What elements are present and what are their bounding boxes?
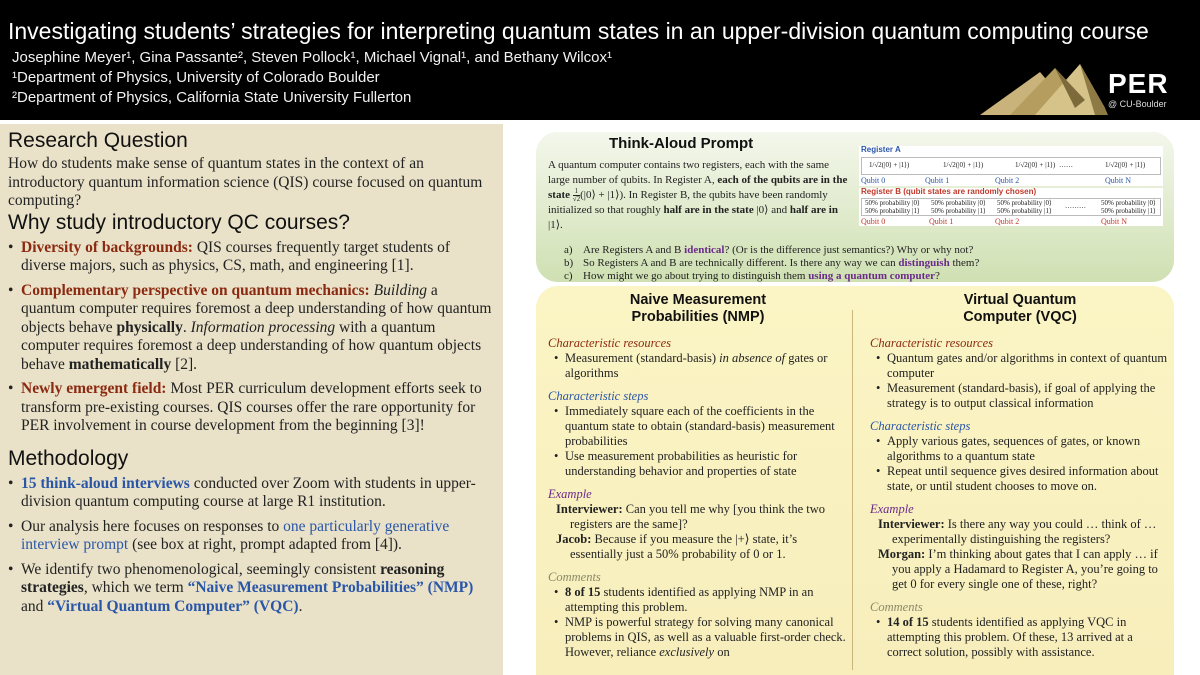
title-line: Probabilities (NMP)	[631, 309, 765, 325]
why-study-heading: Why study introductory QC courses?	[8, 210, 350, 234]
list-item	[8, 561, 495, 617]
speaker: Interviewer:	[556, 502, 623, 516]
question-text: ? (Or is the difference just semantics?) Why or why not?	[724, 244, 974, 256]
bullet-highlight: one particularly generative interview prompt	[21, 517, 450, 553]
poster-title: Investigating students’ strategies for interpreting quantum states in an upper-division quantum computing course	[8, 18, 1149, 44]
bullet-highlight: 15 think-aloud interviews	[21, 474, 190, 492]
methodology-list	[8, 475, 495, 617]
bullet-text: .	[182, 318, 191, 336]
question-letter: c)	[564, 270, 573, 282]
fraction-numerator: 1	[1105, 161, 1109, 169]
nmp-comments-list	[548, 585, 848, 660]
prompt-text	[548, 158, 848, 233]
qubit-label: Qubit 1	[925, 176, 950, 185]
list-item: • Apply various gates, sequences of gates, or known algorithms to a quantum state	[870, 434, 1170, 464]
bullet-text: with a quantum computer requires foremost a deep understanding of how quantum objects behave	[21, 318, 482, 373]
bullet-text: [2].	[171, 355, 198, 373]
list-item: • Quantum gates and/or algorithms in context of quantum computer	[870, 351, 1170, 381]
register-a-cell: 1/√2(|0⟩ + |1⟩)	[1105, 161, 1146, 169]
speaker: Interviewer:	[878, 517, 945, 531]
poster-header	[0, 0, 1200, 120]
speaker: Jacob:	[556, 532, 592, 546]
list-item	[8, 518, 495, 555]
left-column	[0, 124, 503, 675]
bullet-text: Measurement (standard-basis)	[565, 351, 720, 365]
bullet-bold: 14 of 15	[887, 615, 929, 629]
utterance: Is there any way you could … think of … experimentally distinguishing the registers?	[892, 517, 1157, 546]
register-b-diagram	[859, 188, 1163, 226]
fraction-denominator: √2	[874, 161, 882, 169]
list-item	[548, 351, 848, 381]
prompt-segment: . In Register B, the qubits have been randomly initialized so that roughly	[548, 189, 828, 217]
bullet-text: QIS courses frequently target students of diverse majors, such as physics, CS, math, and engineering [1].	[21, 238, 451, 274]
list-item	[8, 282, 495, 375]
bullet-text: We identify two phenomenological, seemingly consistent	[21, 560, 381, 578]
bullet-italic: in absence of	[719, 351, 786, 365]
prompt-segment: A quantum computer contains two registers, each with the same large number of qubits. In Register A,	[548, 159, 830, 186]
title-line: Virtual Quantum	[963, 292, 1077, 308]
right-column	[503, 124, 1200, 675]
register-a-cell: 1/√2(|0⟩ + |1⟩)	[1015, 161, 1056, 169]
question-highlight: distinguish	[898, 257, 950, 269]
question-b	[564, 257, 979, 270]
nmp-steps-list	[548, 404, 848, 479]
fraction-numerator: 1	[1015, 161, 1019, 169]
nmp-example-heading: Example	[548, 487, 592, 501]
bullet-bold: mathematically	[68, 355, 172, 373]
nmp-resources-list	[548, 351, 848, 381]
prompt-questions	[564, 244, 979, 282]
question-highlight: identical	[684, 244, 725, 256]
fraction-denominator: √2	[948, 161, 956, 169]
cell-state: (|0⟩ + |1⟩)	[1117, 161, 1146, 169]
list-item: • Immediately square each of the coefficients in the quantum state to obtain (standard-basis) measurement probabilities	[548, 404, 848, 449]
question-a	[564, 244, 979, 257]
research-question-heading: Research Question	[8, 129, 188, 152]
qubit-label: Qubit 2	[995, 217, 1020, 226]
bullet-text: students identified as applying NMP in an attempting this problem.	[565, 585, 814, 614]
question-letter: a)	[564, 244, 573, 256]
title-line: Computer (VQC)	[963, 309, 1077, 325]
register-b-cell	[931, 199, 986, 215]
bullet-italic: Building	[373, 281, 427, 299]
fraction-denominator: √2	[1020, 161, 1028, 169]
question-letter: b)	[564, 257, 574, 269]
fraction-denominator: √2	[1110, 161, 1118, 169]
cell-line: 50% probability |0⟩	[997, 199, 1052, 207]
bullet-italic: exclusively	[659, 645, 715, 659]
bullet-text: , which we term	[83, 579, 188, 596]
register-a-diagram	[859, 146, 1163, 186]
register-b-ellipsis: ………	[1065, 202, 1086, 210]
vqc-column	[870, 292, 1170, 660]
bullet-text: Most PER curriculum development efforts seek to transform pre-existing courses. QIS courses offer the rare opportunity for PER involvement in course development from the beginning [3]!	[21, 380, 482, 434]
vqc-resources-list	[870, 351, 1170, 411]
prompt-bold: half are in the state	[663, 204, 754, 217]
bullet-text: (see box at right, prompt adapted from [4]).	[128, 536, 402, 553]
qubit-label: Qubit 0	[861, 176, 886, 185]
vqc-comments-heading: Comments	[870, 600, 923, 614]
prompt-segment: |0⟩ and	[753, 204, 790, 217]
bullet-text: gates or algorithms	[565, 351, 828, 380]
list-item	[548, 615, 848, 660]
qubit-label: Qubit N	[1105, 176, 1131, 185]
example-line	[870, 547, 1170, 592]
bullet-bold: physically	[116, 318, 183, 336]
bullet-highlight: Newly emergent field:	[21, 380, 167, 397]
bullet-italic: Information processing	[190, 318, 336, 336]
cell-line: 50% probability |1⟩	[865, 207, 920, 215]
utterance: Can you tell me why [you think the two registers are the same]?	[570, 502, 826, 531]
fraction-numerator: 1	[943, 161, 947, 169]
cell-state: (|0⟩ + |1⟩)	[881, 161, 910, 169]
cell-line: 50% probability |0⟩	[931, 199, 986, 207]
list-item	[8, 239, 495, 276]
bullet-bold: reasoning strategies	[21, 560, 445, 596]
prompt-segment: (|0⟩ + |1⟩)	[580, 189, 624, 202]
fraction-denominator: √2	[572, 195, 581, 203]
list-item: • Measurement (standard-basis), if goal of applying the strategy is to output classical information	[870, 381, 1170, 411]
vqc-steps-heading: Characteristic steps	[870, 419, 971, 433]
bullet-bold: 8 of 15	[565, 585, 601, 599]
methodology-heading: Methodology	[8, 446, 129, 470]
bullet-text: NMP is powerful strategy for solving many canonical problems in QIS, as well as a valuable first-order check. However, reliance	[565, 615, 846, 659]
question-highlight: using a quantum computer	[808, 270, 936, 282]
strategies-box	[536, 286, 1174, 675]
list-item	[548, 585, 848, 615]
title-line: Naive Measurement	[629, 292, 767, 308]
example-line	[548, 532, 848, 562]
prompt-title: Think-Aloud Prompt	[609, 135, 754, 152]
register-a-cell: 1/√2(|0⟩ + |1⟩)	[869, 161, 910, 169]
prompt-bold: each of the qubits are in the state	[548, 174, 848, 202]
register-b-cell	[997, 199, 1052, 215]
fraction	[573, 188, 580, 203]
speaker: Morgan:	[878, 547, 926, 561]
vqc-title	[870, 292, 1170, 326]
bullet-text: students identified as applying VQC in attempting this problem. Of these, 13 arrived at a correct solution, possibly with assistance.	[887, 615, 1133, 659]
author-list: Josephine Meyer¹, Gina Passante², Steven Pollock¹, Michael Vignal¹, and Bethany Wilcox¹	[12, 49, 613, 66]
question-text: Are Registers A and B	[583, 244, 685, 256]
qubit-label: Qubit 2	[995, 176, 1020, 185]
nmp-title	[548, 292, 848, 326]
utterance: Because if you measure the |+⟩ state, it’s essentially just a 50% probability of 0 or 1.	[570, 532, 798, 561]
why-study-list	[8, 239, 495, 436]
example-line	[548, 502, 848, 532]
cell-line: 50% probability |0⟩	[865, 199, 920, 207]
bullet-highlight: “Virtual Quantum Computer” (VQC)	[47, 597, 299, 615]
register-b-cell	[865, 199, 920, 215]
qubit-label: Qubit N	[1101, 217, 1127, 226]
think-aloud-prompt-box	[536, 132, 1174, 282]
question-text: them?	[949, 257, 980, 269]
prompt-bold: half are in	[789, 204, 838, 217]
utterance: I’m thinking about gates that I can apply … if you apply a Hadamard to Register A, you’re going to get 0 for every single one of these, right?	[892, 547, 1158, 591]
example-line	[870, 517, 1170, 547]
prompt-segment: |1⟩.	[548, 219, 563, 232]
bullet-text: a quantum computer requires foremost a deep understanding of how quantum objects behave	[21, 281, 492, 336]
vqc-steps-list	[870, 434, 1170, 494]
per-logo-subtitle: @ CU-Boulder	[1108, 99, 1167, 109]
register-a-label: Register A	[861, 145, 901, 154]
fraction-numerator: 1	[869, 161, 873, 169]
bullet-highlight: Complementary perspective on quantum mechanics:	[21, 281, 370, 299]
per-logo-text: PER	[1108, 68, 1169, 99]
question-text: So Registers A and B are technically different. Is there any way we can	[583, 257, 899, 269]
qubit-label: Qubit 0	[861, 217, 886, 226]
bullet-text: and	[21, 597, 48, 615]
bullet-text: conducted over Zoom with students in upper-division quantum computing course at large R1 institution.	[21, 474, 476, 510]
register-a-ellipsis: ……	[1059, 161, 1073, 169]
list-item	[870, 615, 1170, 660]
list-item	[8, 475, 495, 512]
list-item: • Repeat until sequence gives desired information about state, or until student chooses to move on.	[870, 464, 1170, 494]
question-text: How might we go about trying to distinguish them	[583, 270, 809, 282]
cell-state: (|0⟩ + |1⟩)	[955, 161, 984, 169]
bullet-highlight: Diversity of backgrounds:	[21, 238, 193, 256]
nmp-comments-heading: Comments	[548, 570, 601, 584]
cell-line: 50% probability |1⟩	[997, 207, 1052, 215]
qubit-label: Qubit 1	[929, 217, 954, 226]
vqc-example-heading: Example	[870, 502, 914, 516]
vqc-resources-heading: Characteristic resources	[870, 336, 994, 350]
affiliation-1: ¹Department of Physics, University of Colorado Boulder	[12, 69, 380, 86]
affiliation-2: ²Department of Physics, California State University Fullerton	[12, 89, 412, 106]
column-divider	[852, 310, 853, 670]
research-question-text: How do students make sense of quantum states in the context of an introductory quantum information science (QIS) course focused on quantum computing?	[8, 155, 483, 209]
register-a-cell: 1/√2(|0⟩ + |1⟩)	[943, 161, 984, 169]
register-b-label: Register B (qubit states are randomly chosen)	[861, 187, 1037, 196]
nmp-column	[548, 292, 848, 660]
cell-line: 50% probability |1⟩	[1101, 207, 1156, 215]
cell-line: 50% probability |0⟩	[1101, 199, 1156, 207]
bullet-highlight: “Naive Measurement Probabilities” (NMP)	[187, 579, 474, 596]
bullet-text: Our analysis here focuses on responses to	[21, 517, 284, 535]
question-c	[564, 270, 979, 282]
register-b-cell	[1101, 199, 1156, 215]
nmp-steps-heading: Characteristic steps	[548, 389, 649, 403]
bullet-text: on	[714, 645, 730, 659]
list-item: • Use measurement probabilities as heuristic for understanding behavior and properties of state	[548, 449, 848, 479]
cell-state: (|0⟩ + |1⟩)	[1027, 161, 1056, 169]
question-text: ?	[935, 270, 940, 282]
vqc-comments-list	[870, 615, 1170, 660]
bullet-text: .	[298, 597, 303, 615]
list-item	[8, 380, 495, 436]
nmp-resources-heading: Characteristic resources	[548, 336, 672, 350]
cell-line: 50% probability |1⟩	[931, 207, 986, 215]
fraction-numerator: 1	[574, 187, 579, 195]
